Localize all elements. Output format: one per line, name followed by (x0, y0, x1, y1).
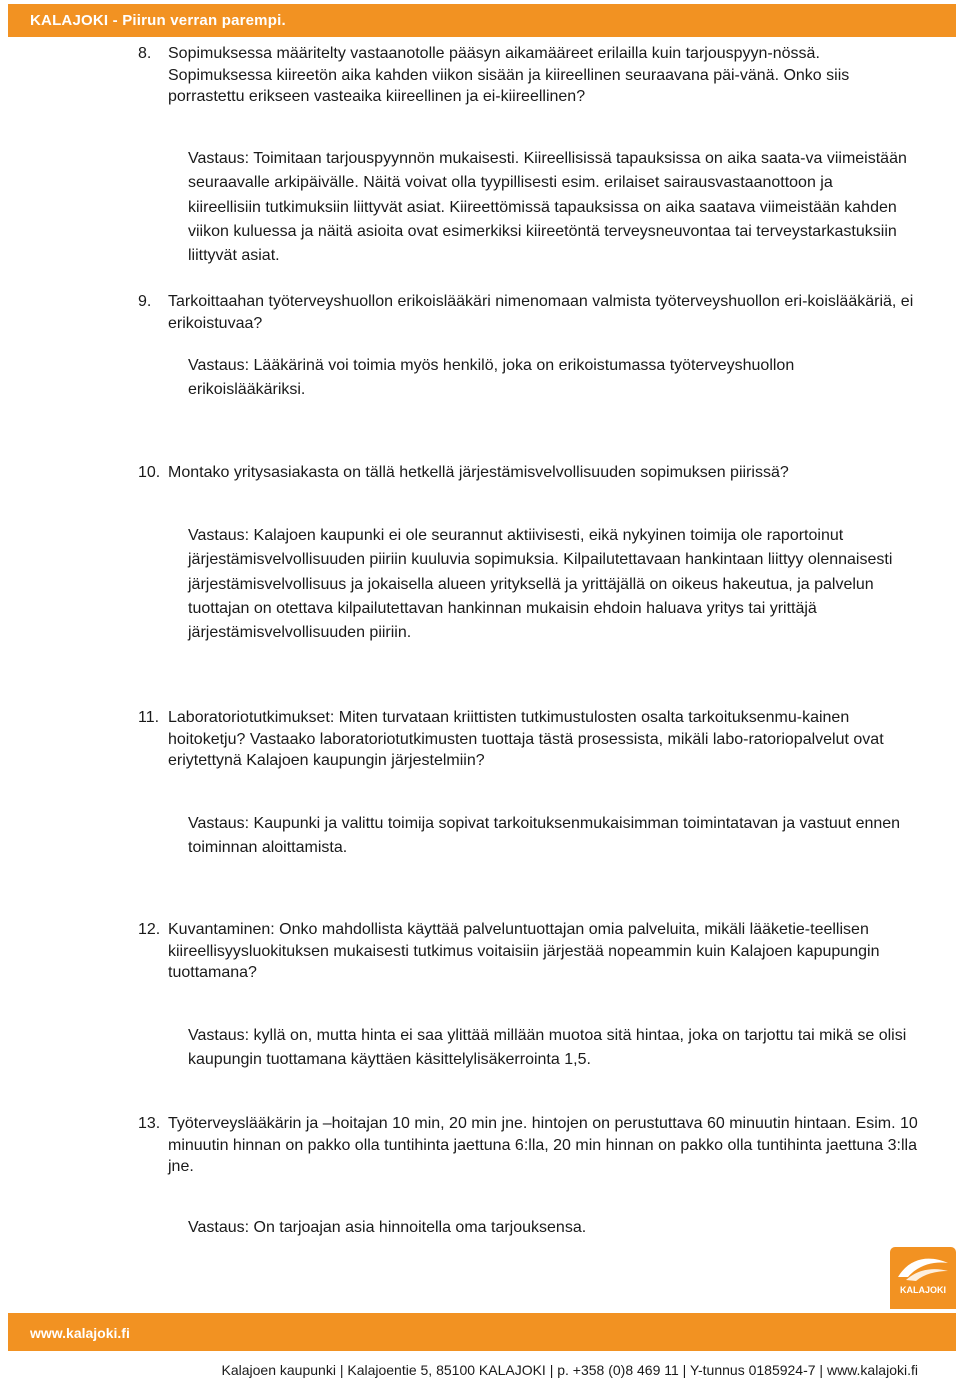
website-link[interactable]: www.kalajoki.fi (30, 1325, 130, 1341)
question-10 (138, 462, 918, 484)
question-number: 11. (138, 709, 160, 726)
kalajoki-logo (890, 1247, 956, 1309)
question-number: 12. (138, 921, 161, 938)
question-text: Tarkoittaahan työterveyshuollon erikoislääkäri nimenomaan valmista työterveyshuollon eri-koislääkäriä, ei erikoistuvaa? (168, 293, 914, 332)
question-12 (138, 919, 918, 984)
answer-10: Vastaus: Kalajoen kaupunki ei ole seurannut aktiivisesti, eikä nykyinen toimija ole raportoinut järjestämisvelvollisuuden piiriin kuuluvia sopimuksia. Kilpailutettavaan hankintaan liittyy olennaisesti järjestämisvelvollisuus ja jokaisella alueen yrityksellä ja yrittäjällä on oikeus hakeutua, ja palvelun tuottajan on otettava kilpailutettavan hankinnan mukaisin ehdoin haluava yritys tai yrittäjä järjestämisvelvollisuuden piiriin. (188, 527, 893, 642)
answer-11: Vastaus: Kaupunki ja valittu toimija sopivat tarkoituksenmukaisimman toimintatavan ja vastuut ennen toiminnan aloittamista. (188, 815, 901, 857)
bottom-bar (8, 1313, 956, 1351)
logo-text: KALAJOKI (899, 1285, 946, 1295)
answer-9: Vastaus: Lääkärinä voi toimia myös henkilö, joka on erikoistumassa työterveyshuollon erikoislääkäriksi. (188, 357, 795, 399)
question-9 (138, 291, 918, 334)
question-text: Kuvantaminen: Onko mahdollista käyttää palveluntuottajan omia palveluita, mikäli lääketie-teellisen kiireellisyysluokituksen mukaisesti tutkimus voitaisiin järjestää nopeammin kuin Kalajoen kapupungin tuottamana? (168, 921, 880, 981)
question-8 (138, 43, 918, 108)
footer-contact: Kalajoen kaupunki | Kalajoentie 5, 85100 KALAJOKI | p. +358 (0)8 469 11 | Y-tunnus 0185924-7 | www.kalajoki.fi (221, 1362, 918, 1378)
question-text: Laboratoriotutkimukset: Miten turvataan kriittisten tutkimustulosten osalta tarkoituksenmu-kainen hoitoketju? Vastaako laboratoriotutkimusten tuottaja tästä prosessista, mikäli labo-ratoriopalvelut ovat eriytettynä Kalajoen kaupungin järjestelmiin? (168, 709, 884, 769)
answer-13: Vastaus: On tarjoajan asia hinnoitella oma tarjouksensa. (188, 1219, 587, 1236)
question-text: Montako yritysasiakasta on tällä hetkellä järjestämisvelvollisuuden sopimuksen piirissä? (168, 464, 789, 481)
question-text: Työterveyslääkärin ja –hoitajan 10 min, 20 min jne. hintojen on perustuttava 60 minuutin hintaan. Esim. 10 minuutin hinnan on pakko olla tuntihinta jaettuna 6:lla, 20 min hinnan on pakko olla tuntihinta jaettuna 3:lla jne. (168, 1115, 918, 1175)
question-11 (138, 707, 918, 772)
wave-icon (890, 1247, 956, 1287)
question-number: 13. (138, 1115, 161, 1132)
answer-12: Vastaus: kyllä on, mutta hinta ei saa ylittää millään muotoa sitä hintaa, joka on tarjottu tai mikä se olisi kaupungin tuottamana käyttäen käsittelylisäkerrointa 1,5. (188, 1027, 907, 1069)
question-number: 10. (138, 464, 161, 481)
question-text: Sopimuksessa määritelty vastaanotolle pääsyn aikamääreet erilailla kuin tarjouspyyn-nössä. Sopimuksessa kiireetön aika kahden viikon sisään ja kiireellinen seuraavana päi-vänä. Onko siis porrastettu erikseen vasteaika kiireellinen ja ei-kiireellinen? (168, 45, 850, 105)
question-13 (138, 1113, 918, 1178)
header-brand: KALAJOKI - Piirun verran parempi. (30, 12, 286, 29)
question-number: 9. (138, 293, 152, 310)
answer-8: Vastaus: Toimitaan tarjouspyynnön mukaisesti. Kiireellisissä tapauksissa on aika saata-va viimeistään seuraavalle arkipäivälle. Näitä voivat olla tyypillisesti esim. erilaiset sairausvastaanottoon ja kiireellisiin tutkimuksiin liittyvät asiat. Kiireettömissä tapauksissa on aika saatava viimeistään kahden viikon kuluessa ja näitä asioita ovat esimerkiksi kiireetöntä terveysneuvontaa tai terveystarkastuksiin liittyvät asiat. (188, 150, 907, 265)
question-number: 8. (138, 45, 152, 62)
header-bar (8, 4, 956, 37)
